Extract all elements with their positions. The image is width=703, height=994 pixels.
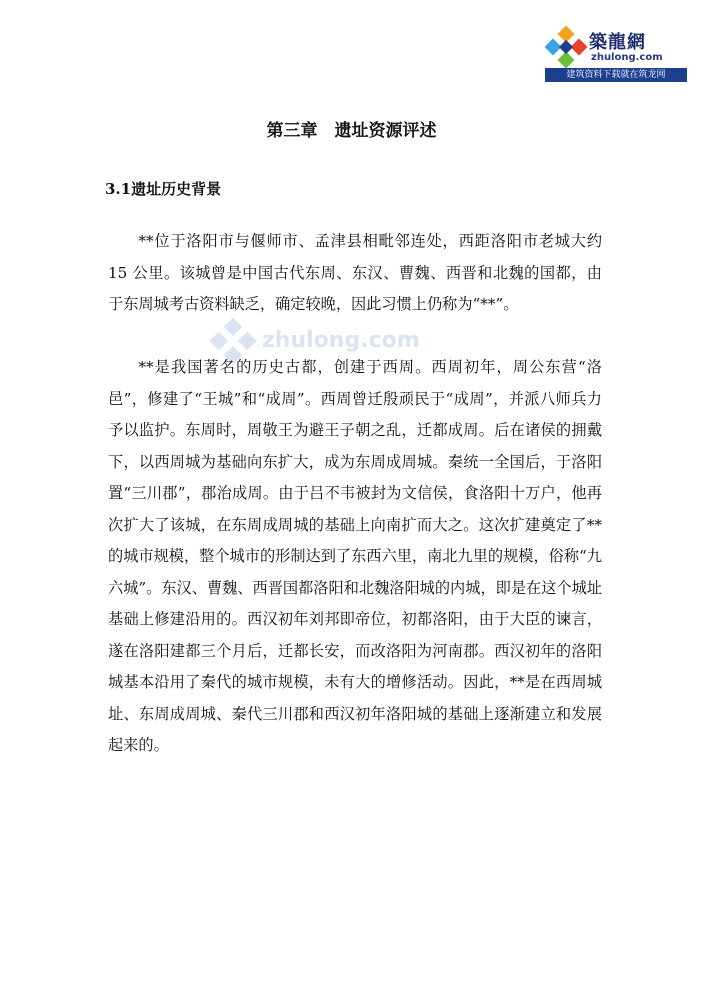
watermark-text: zhulong.com <box>262 328 420 353</box>
chapter-title: 第三章 遗址资源评述 <box>266 121 437 141</box>
paragraph-2: **是我国著名的历史古都，创建于西周。西周初年，周公东营“洛邑”，修建了“王城”和“成周”。西周曾迁殷顽民于“成周”，并派八师兵力予以监护。东周时，周敬王为避王子朝之乱，迁都成周。后在诸侯的拥戴下，以西周城为基础向东扩大，成为东周成周城。秦统一全国后，于洛阳置“三川郡”，郡治成周。由于吕不韦被封为文信侯，食洛阳十万户，他再次扩大了该城，在东周成周城的基础上向南扩而大之。这次扩建奠定了**的城市规模，整个城市的形制达到了东西六里，南北九里的规模，俗称“九六城”。东汉、曹魏、西晋国都洛阳和北魏洛阳城的内城，即是在这个城址基础上修建沿用的。西汉初年刘邦即帝位，初都洛阳，由于大臣的谏言，遂在洛阳建都三个月后，迁都长安，而改洛阳为河南郡。西汉初年的洛阳城基本沿用了秦代的城市规模，未有大的增修活动。因此，**是在西周城址、东周成周城、秦代三川郡和西汉初年洛阳城的基础上逐渐建立和发展起来的。 <box>108 358 602 754</box>
paragraph-1: **位于洛阳市与偃师市、孟津县相毗邻连处，西距洛阳市老城大约 15 公里。该城曾是中国古代东周、东汉、曹魏、西晋和北魏的国都，由于东周城考古资料缺乏，确定较晚，因此习惯上仍称为“**”。 <box>108 232 602 313</box>
logo-domain: zhulong.com <box>591 52 663 63</box>
logo-name: 築龍網 <box>589 32 646 53</box>
zhulong-logo-icon <box>545 26 587 68</box>
zhulong-logo[interactable] <box>545 26 687 84</box>
logo-slogan: 建筑资料下载就在筑龙网 <box>545 68 687 82</box>
section-heading: 3.1遗址历史背景 <box>105 180 222 198</box>
